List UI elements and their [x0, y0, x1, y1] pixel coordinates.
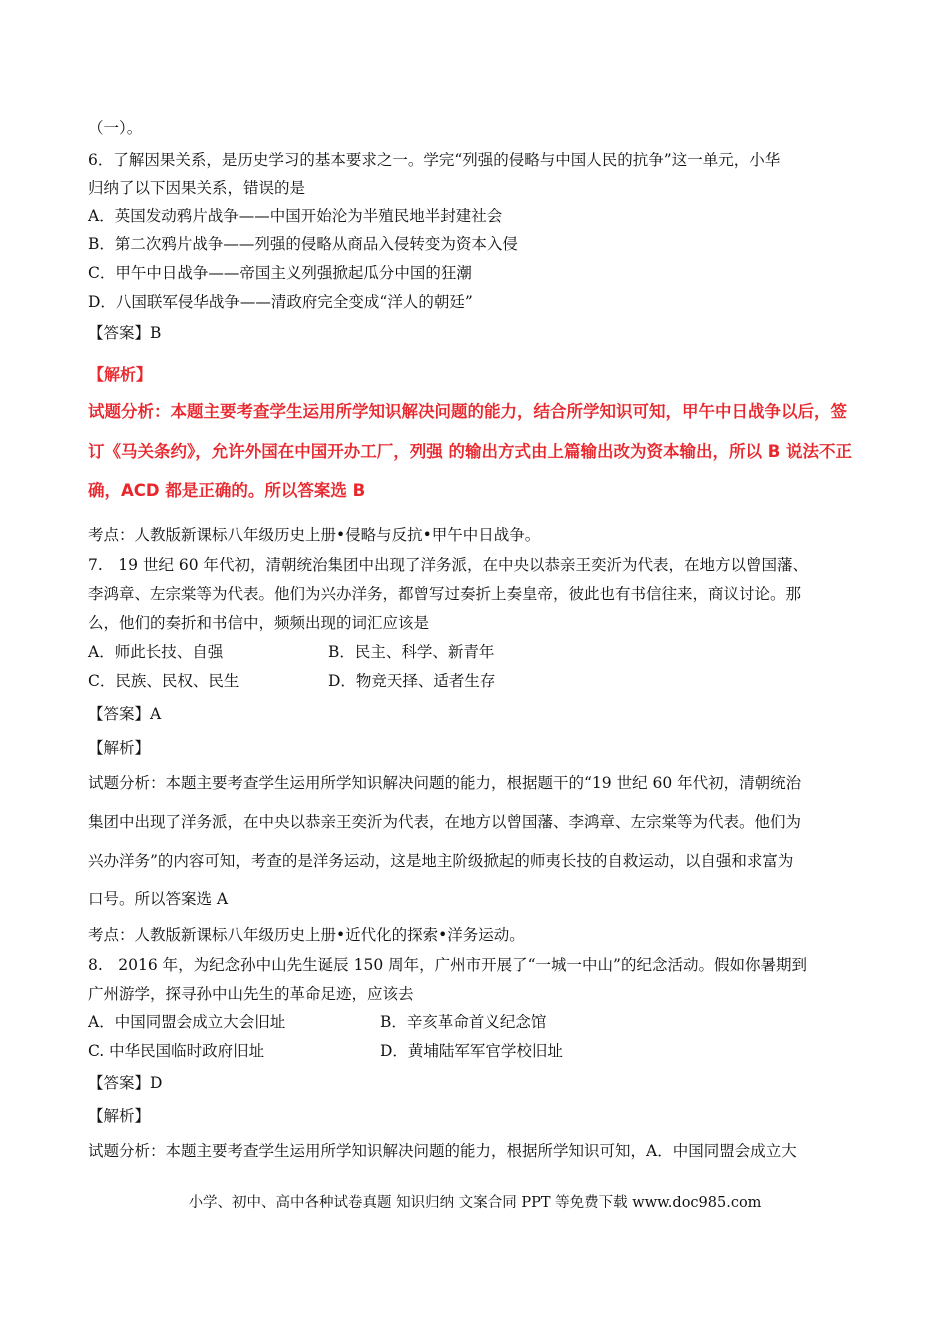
- q7-analysis-line-1: 试题分析：本题主要考查学生运用所学知识解决问题的能力，根据题干的“19 世纪 60 年代初，清朝统治: [88, 774, 802, 792]
- q7-answer: 【答案】A: [88, 705, 162, 723]
- q7-knowledge-point: 考点：人教版新课标八年级历史上册•近代化的探索•洋务运动。: [88, 926, 525, 944]
- q7-stem: 7. 19 世纪 60 年代初，清朝统治集团中出现了洋务派，在中央以恭亲王奕沂为代表，在地方以曾国藩、: [88, 556, 809, 574]
- q8-option-b: B．辛亥革命首义纪念馆: [380, 1013, 547, 1031]
- q7-stem-cont-2: 么，他们的奏折和书信中，频频出现的词汇应该是: [88, 614, 430, 632]
- q7-analysis-line-4: 口号。所以答案选 A: [88, 890, 229, 908]
- q7-option-a: A．师此长技、自强: [88, 643, 224, 661]
- q7-analysis-line-2: 集团中出现了洋务派，在中央以恭亲王奕沂为代表，在地方以曾国藩、李鸿章、左宗棠等为代表。他们为: [88, 813, 802, 831]
- q7-analysis-heading: 【解析】: [88, 739, 151, 757]
- q7-analysis-line-3: 兴办洋务”的内容可知，考查的是洋务运动，这是地主阶级掀起的师夷长技的自救运动，以自强和求富为: [88, 852, 794, 870]
- q8-answer: 【答案】D: [88, 1074, 163, 1092]
- q6-answer: 【答案】B: [88, 324, 162, 342]
- q6-analysis-heading: 【解析】: [88, 365, 153, 384]
- q6-option-a: A．英国发动鸦片战争——中国开始沦为半殖民地半封建社会: [88, 207, 503, 225]
- q8-stem: 8. 2016 年，为纪念孙中山先生诞辰 150 周年，广州市开展了“一城一中山”的纪念活动。假如你暑期到: [88, 956, 807, 974]
- q6-knowledge-point: 考点：人教版新课标八年级历史上册•侵略与反抗•甲午中日战争。: [88, 526, 541, 544]
- q7-stem-cont-1: 李鸿章、左宗棠等为代表。他们为兴办洋务，都曾写过奏折上奏皇帝，彼此也有书信往来，商议讨论。那: [88, 585, 802, 603]
- q6-analysis-line-3: 确，ACD 都是正确的。所以答案选 B: [88, 481, 366, 500]
- q6-stem-cont: 归纳了以下因果关系，错误的是: [88, 179, 306, 197]
- page-footer: 小学、初中、高中各种试卷真题 知识归纳 文案合同 PPT 等免费下载 www.doc985.com: [188, 1195, 762, 1211]
- top-fragment: （一）。: [88, 119, 143, 137]
- q8-option-a: A．中国同盟会成立大会旧址: [88, 1013, 286, 1031]
- q6-option-b: B．第二次鸦片战争——列强的侵略从商品入侵转变为资本入侵: [88, 235, 518, 253]
- q6-option-c: C．甲午中日战争——帝国主义列强掀起瓜分中国的狂潮: [88, 264, 472, 282]
- q8-option-d: D．黄埔陆军军官学校旧址: [380, 1042, 563, 1060]
- q8-option-c: C. 中华民国临时政府旧址: [88, 1042, 265, 1060]
- q8-analysis-line-1: 试题分析：本题主要考查学生运用所学知识解决问题的能力，根据所学知识可知，A．中国同盟会成立大: [88, 1142, 797, 1160]
- q6-option-d: D．八国联军侵华战争——清政府完全变成“洋人的朝廷”: [88, 293, 473, 311]
- q8-stem-cont: 广州游学，探寻孙中山先生的革命足迹，应该去: [88, 985, 414, 1003]
- q6-analysis-line-2: 订《马关条约》，允许外国在中国开办工厂，列强 的输出方式由上篇输出改为资本输出，所以 B 说法不正: [88, 442, 853, 461]
- q7-option-c: C．民族、民权、民生: [88, 672, 240, 690]
- q7-option-d: D．物竞天择、适者生存: [328, 672, 496, 690]
- q7-option-b: B．民主、科学、新青年: [328, 643, 495, 661]
- q6-analysis-line-1: 试题分析：本题主要考查学生运用所学知识解决问题的能力，结合所学知识可知，甲午中日战争以后，签: [88, 402, 847, 421]
- q8-analysis-heading: 【解析】: [88, 1107, 151, 1125]
- q6-stem: 6．了解因果关系，是历史学习的基本要求之一。学完“列强的侵略与中国人民的抗争”这一单元，小华: [88, 151, 781, 169]
